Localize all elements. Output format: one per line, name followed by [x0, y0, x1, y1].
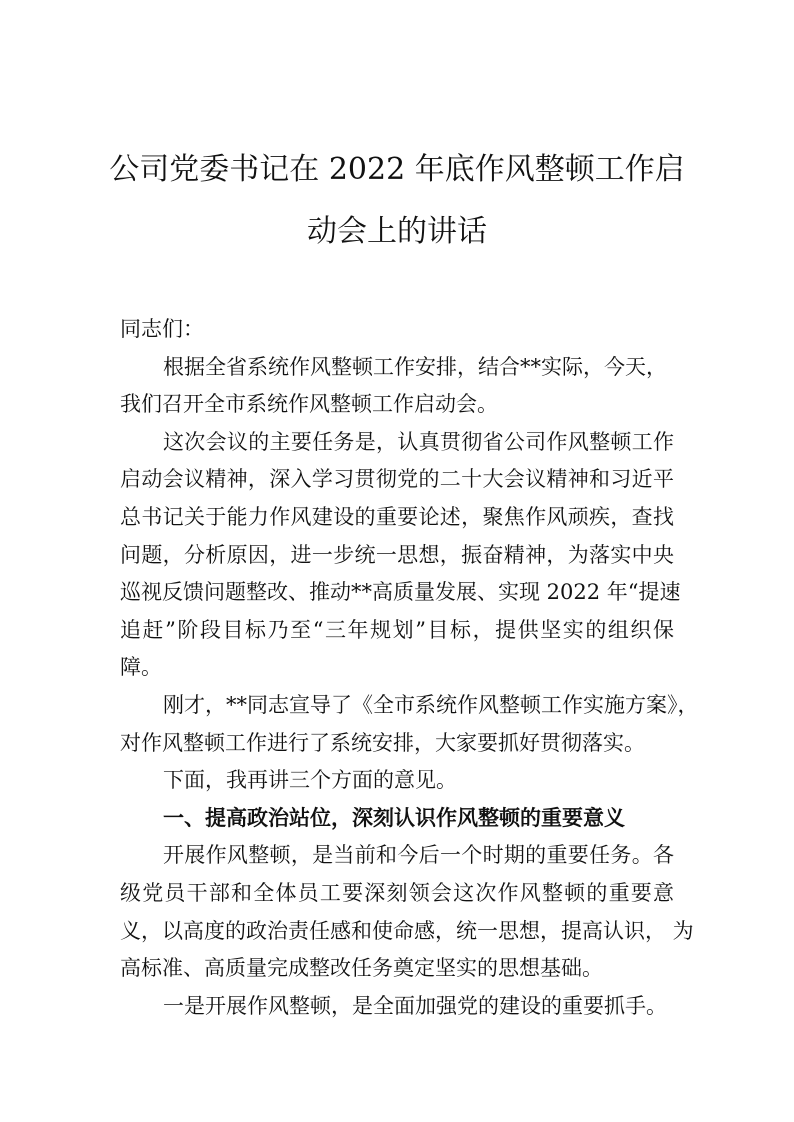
paragraph-line: 总书记关于能力作风建设的重要论述，聚焦作风顽疾，查找	[120, 504, 674, 529]
paragraph-line: 问题，分析原因，进一步统一思想，振奋精神，为落实中央	[120, 542, 674, 567]
paragraph-line: 级党员干部和全体员工要深刻领会这次作风整顿的重要意	[120, 880, 674, 905]
paragraph	[120, 988, 674, 1026]
paragraph-line: 高标准、高质量完成整改任务奠定坚实的思想基础。	[120, 956, 603, 981]
section-heading: 一、提高政治站位，深刻认识作风整顿的重要意义	[163, 805, 625, 830]
paragraph	[120, 687, 699, 762]
paragraph-line: 开展作风整顿，是当前和今后一个时期的重要任务。各	[163, 843, 674, 868]
paragraph-line: 一是开展作风整顿，是全面加强党的建设的重要抓手。	[163, 993, 667, 1018]
paragraph-line: 对作风整顿工作进行了系统安排，大家要抓好贯彻落实。	[120, 730, 645, 755]
paragraph-line: 义，以高度的政治责任感和使命感，统一思想，提高认识， 为	[120, 918, 694, 943]
title-line-1: 公司党委书记在 2022 年底作风整顿工作启	[109, 152, 685, 187]
paragraph-line: 根据全省系统作风整顿工作安排，结合**实际，今天，	[163, 354, 667, 379]
paragraph-line: 启动会议精神，深入学习贯彻党的二十大会议精神和习近平	[120, 467, 674, 492]
paragraph-line: 这次会议的主要任务是，认真贯彻省公司作风整顿工作	[163, 429, 674, 454]
paragraph	[120, 424, 681, 687]
paragraph-line: 下面，我再讲三个方面的意见。	[163, 768, 457, 793]
paragraph-line: 追赶”阶段目标乃至“三年规划”目标，提供坚实的组织保	[120, 617, 674, 642]
paragraph-line: 巡视反馈问题整改、推动**高质量发展、实现 2022 年“提速	[120, 580, 681, 605]
document-title	[100, 139, 694, 263]
paragraph-line: 刚才，**同志宣导了《全市系统作风整顿工作实施方案》，	[163, 692, 699, 717]
paragraph	[120, 349, 674, 424]
paragraph	[120, 837, 694, 987]
salutation: 同志们：	[120, 317, 204, 341]
document-body	[120, 311, 699, 1025]
paragraph	[120, 762, 674, 800]
title-line-2: 动会上的讲话	[307, 214, 487, 249]
paragraph-line: 障。	[120, 655, 162, 680]
paragraph-line: 我们召开全市系统作风整顿工作启动会。	[120, 392, 498, 417]
